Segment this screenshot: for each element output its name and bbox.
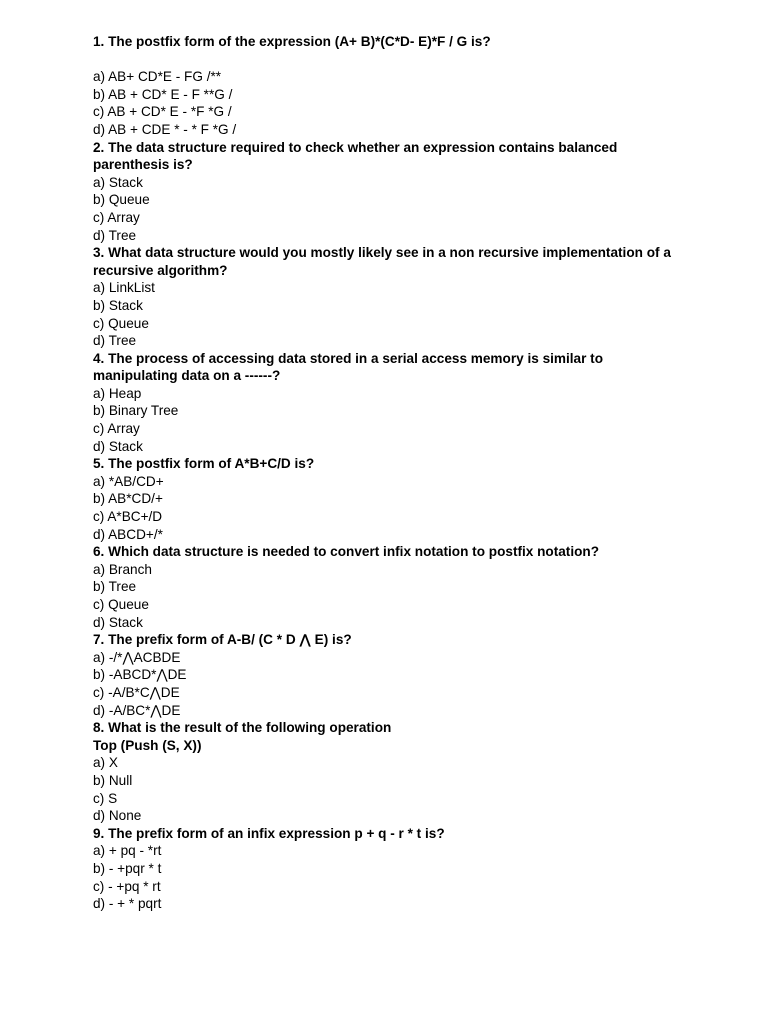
answer-option: b) Queue: [93, 192, 150, 208]
question-text: [93, 543, 733, 561]
question-block: [93, 33, 733, 139]
question-line: 6. Which data structure is needed to convert infix notation to postfix notation?: [93, 544, 600, 560]
answer-option: d) None: [93, 808, 142, 824]
answer-option: c) Queue: [93, 597, 149, 612]
answer-option: c) Array: [93, 421, 140, 437]
answer-option: d) Stack: [93, 614, 143, 630]
question-line: manipulating data on a ------?: [93, 368, 281, 384]
answer-option: c) Array: [93, 209, 140, 225]
answer-option: d) AB + CDE * - * F *G /: [93, 121, 237, 137]
answer-option: b) Stack: [93, 297, 143, 313]
answer-option: c) S: [93, 790, 118, 806]
question-line: 8. What is the result of the following operation: [93, 720, 392, 736]
question-block: [93, 719, 733, 825]
question-line: parenthesis is?: [93, 157, 193, 173]
question-line: 5. The postfix form of A*B+C/D is?: [93, 456, 315, 472]
answer-option: a) X: [93, 755, 118, 771]
answer-option: b) Binary Tree: [93, 403, 179, 419]
question-block: [93, 139, 733, 245]
answer-option: d) Tree: [93, 227, 137, 243]
question-line: Top (Push (S, X)): [93, 737, 202, 753]
answer-option: b) Tree: [93, 579, 137, 595]
answer-option: b) -ABCD*⋀DE: [93, 667, 187, 683]
answer-option: c) Queue: [93, 315, 149, 331]
answer-option: c) - +pq * rt: [93, 878, 161, 894]
question-line: 9. The prefix form of an infix expression p + q - r * t is?: [93, 825, 445, 841]
answer-option: c) AB + CD* E - *F *G /: [93, 104, 232, 120]
question-line: 3. What data structure would you mostly likely see in a non recursive implementation of a: [93, 245, 671, 261]
question-text: [93, 631, 733, 649]
question-block: [93, 244, 733, 350]
question-block: [93, 543, 733, 631]
question-block: [93, 455, 733, 543]
question-line: 4. The process of accessing data stored in a serial access memory is similar to: [93, 350, 603, 366]
answer-option: d) -A/BC*⋀DE: [93, 702, 181, 718]
answer-option: a) AB+ CD*E - FG /**: [93, 69, 222, 85]
answer-option: b) AB*CD/+: [93, 491, 163, 507]
answer-option: a) + pq - *rt: [93, 843, 162, 859]
answer-option: a) Stack: [93, 174, 143, 190]
question-text: [93, 719, 733, 754]
question-text: [93, 350, 733, 385]
answer-option: d) Tree: [93, 333, 137, 349]
answer-option: d) Stack: [93, 438, 143, 454]
question-line: recursive algorithm?: [93, 262, 228, 278]
question-text: [93, 244, 733, 279]
answer-option: b) AB + CD* E - F **G /: [93, 86, 233, 102]
answer-option: a) -/*⋀ACBDE: [93, 649, 181, 665]
answer-option: c) A*BC+/D: [93, 509, 163, 525]
question-line: 1. The postfix form of the expression (A+ B)*(C*D- E)*F / G is?: [93, 34, 491, 49]
answer-option: a) Branch: [93, 561, 152, 577]
question-block: [93, 825, 733, 913]
answer-option: a) LinkList: [93, 280, 155, 296]
quiz-page: [93, 33, 733, 913]
answer-option: b) Null: [93, 772, 133, 788]
question-block: [93, 350, 733, 456]
answer-option: a) Heap: [93, 385, 142, 401]
answer-option: d) - + * pqrt: [93, 896, 162, 912]
question-block: [93, 631, 733, 719]
question-text: [93, 455, 733, 473]
question-line: 7. The prefix form of A-B/ (C * D ⋀ E) is?: [93, 632, 352, 648]
answer-option: b) - +pqr * t: [93, 860, 162, 876]
answer-option: a) *AB/CD+: [93, 473, 164, 489]
answer-option: c) -A/B*C⋀DE: [93, 684, 180, 700]
question-text: [93, 139, 733, 174]
answer-option: d) ABCD+/*: [93, 526, 163, 542]
question-line: 2. The data structure required to check whether an expression contains balanced: [93, 139, 618, 155]
question-text: [93, 825, 733, 843]
question-text: [93, 33, 733, 51]
